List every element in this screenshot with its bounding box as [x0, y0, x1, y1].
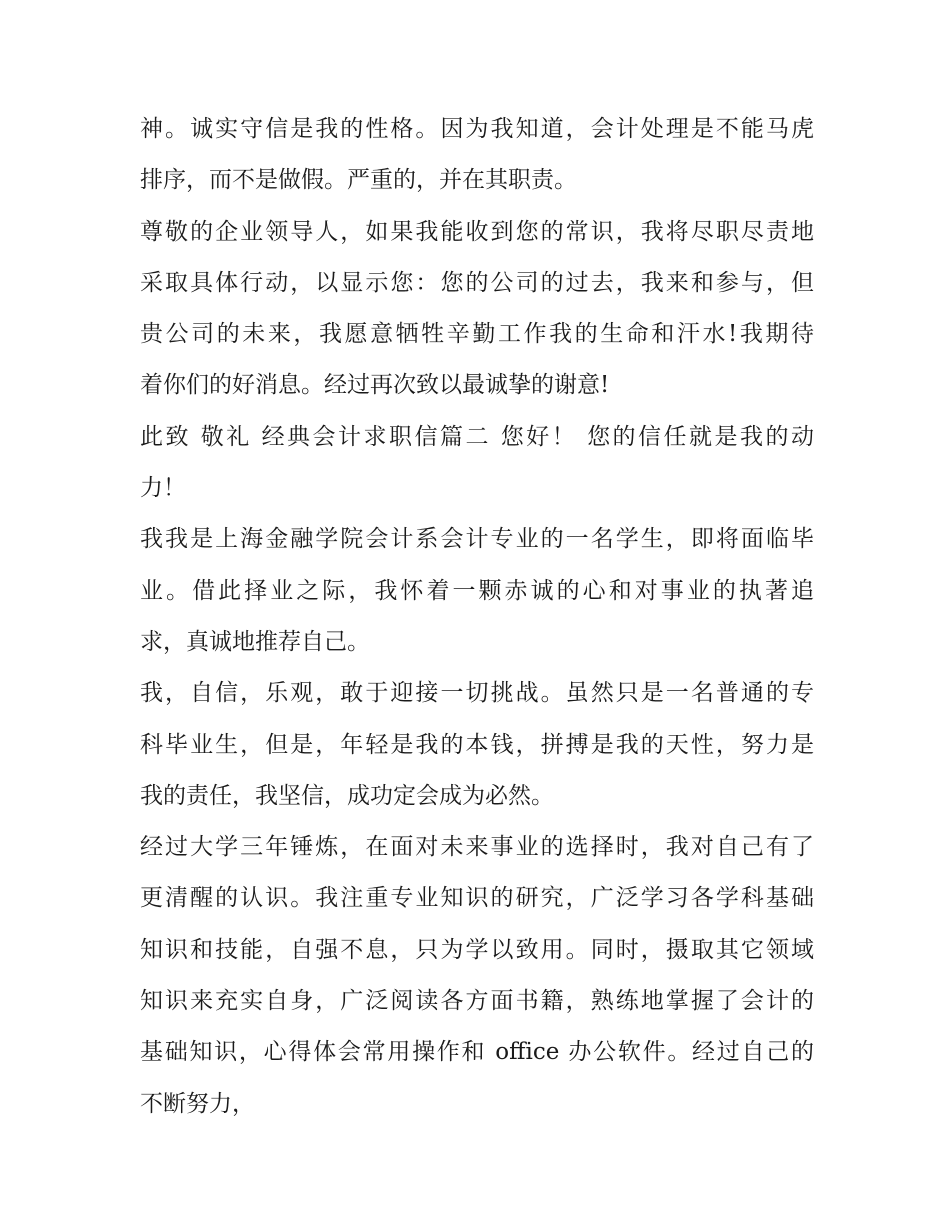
text-line: 更清醒的认识。我注重专业知识的研究，广泛学习各学科基础 — [140, 885, 814, 912]
text-line: 业。借此择业之际，我怀着一颗赤诚的心和对事业的执著追 — [140, 577, 814, 604]
text-line: 尊敬的企业领导人，如果我能收到您的常识，我将尽职尽责地 — [140, 218, 814, 245]
text-line: 采取具体行动，以显示您：您的公司的过去，我来和参与，但 — [140, 269, 814, 296]
text-line: 此致 敬礼 经典会计求职信篇二 您好！ 您的信任就是我的动 — [140, 423, 814, 450]
text-line: 基础知识，心得体会常用操作和 office 办公软件。经过自己的 — [140, 1039, 814, 1066]
text-line: 贵公司的未来，我愿意牺牲辛勤工作我的生命和汗水!我期待 — [140, 321, 814, 348]
text-line: 知识和技能，自强不息，只为学以致用。同时，摄取其它领域 — [140, 936, 814, 963]
text-line: 经过大学三年锤炼，在面对未来事业的选择时，我对自己有了 — [140, 834, 814, 861]
text-line: 着你们的好消息。经过再次致以最诚挚的谢意! — [140, 372, 610, 399]
text-line: 我，自信，乐观，敢于迎接一切挑战。虽然只是一名普通的专 — [140, 680, 814, 707]
text-line: 求，真诚地推荐自己。 — [140, 628, 370, 655]
text-line: 知识来充实自身，广泛阅读各方面书籍，熟练地掌握了会计的 — [140, 988, 814, 1015]
text-line: 我的责任，我坚信，成功定会成为必然。 — [140, 782, 554, 809]
text-line: 我我是上海金融学院会计系会计专业的一名学生，即将面临毕 — [140, 526, 814, 553]
text-line: 不断努力， — [140, 1090, 255, 1117]
text-line: 排序，而不是做假。严重的，并在其职责。 — [140, 167, 577, 194]
text-line: 科毕业生，但是，年轻是我的本钱，拼搏是我的天性，努力是 — [140, 731, 814, 758]
body-text — [140, 104, 814, 1130]
text-line: 力！ — [140, 475, 186, 502]
text-line: 神。诚实守信是我的性格。因为我知道，会计处理是不能马虎 — [140, 116, 814, 142]
